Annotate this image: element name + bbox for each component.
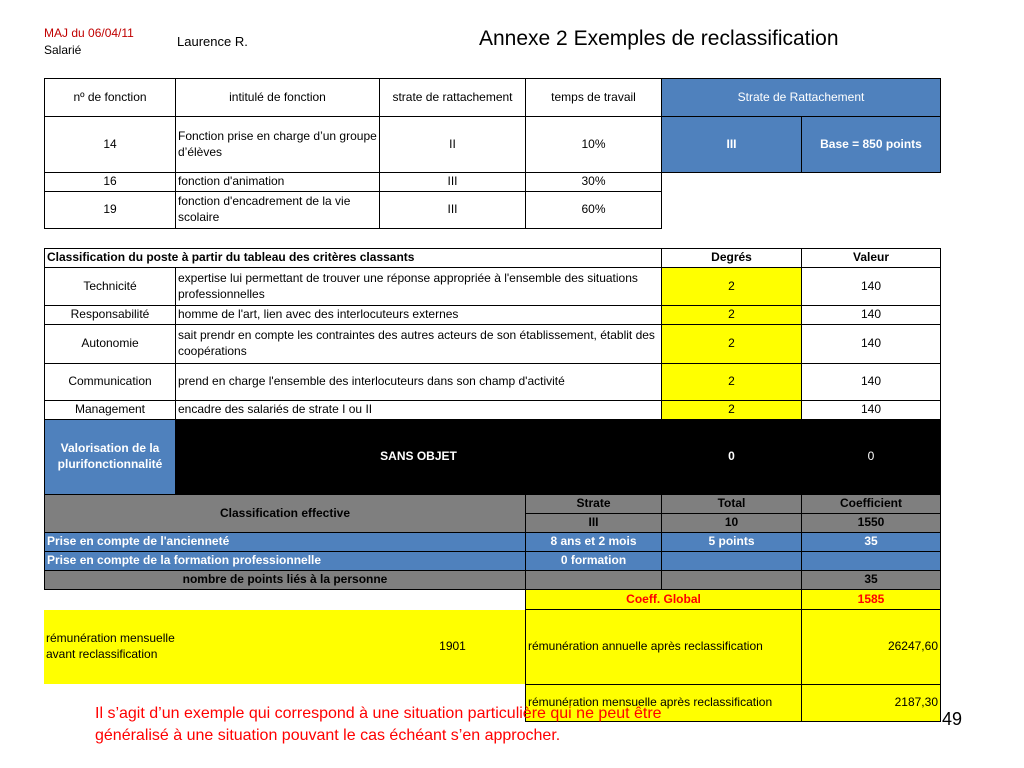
formation-value: 0 formation: [525, 551, 662, 571]
page-number: 49: [942, 709, 963, 729]
criteria-header-degres: Degrés: [661, 248, 802, 268]
coefficient-value: 1550: [801, 513, 941, 533]
criterion-degree: 2: [661, 400, 802, 420]
criterion-name: Management: [44, 400, 176, 420]
criterion-value: 140: [801, 400, 941, 420]
criterion-value: 140: [801, 363, 941, 401]
remu-mensuelle-value: 2187,30: [801, 684, 941, 722]
total-header: Total: [661, 494, 802, 514]
criterion-degree: 2: [661, 267, 802, 306]
remu-avant-spacer: [175, 610, 380, 684]
criterion-degree: 2: [661, 305, 802, 325]
criterion-name: Communication: [44, 363, 176, 401]
formation-label: Prise en compte de la formation professionnelle: [44, 551, 526, 571]
formation-empty: [801, 551, 941, 571]
anciennete-label: Prise en compte de l'ancienneté: [44, 532, 526, 552]
criterion-value: 140: [801, 305, 941, 325]
row-strate: II: [379, 116, 526, 173]
criterion-value: 140: [801, 267, 941, 306]
row-label: Fonction prise en charge d’un groupe d’élèves: [175, 116, 380, 173]
criterion-name: Responsabilité: [44, 305, 176, 325]
coeff-global-value: 1585: [801, 589, 941, 610]
criterion-name: Autonomie: [44, 324, 176, 364]
row-num: 16: [44, 172, 176, 192]
employee-label: Salarié: [44, 43, 82, 57]
criterion-description: prend en charge l'ensemble des interlocuteurs dans son champ d'activité: [175, 363, 662, 401]
row-num: 14: [44, 116, 176, 173]
header-num: nº de fonction: [44, 78, 176, 117]
row-strate: III: [379, 191, 526, 229]
criterion-name: Technicité: [44, 267, 176, 306]
header-time: temps de travail: [525, 78, 662, 117]
criteria-header-label: Classification du poste à partir du tableau des critères classants: [44, 248, 662, 268]
header-strate: strate de rattachement: [379, 78, 526, 117]
row-time: 10%: [525, 116, 662, 173]
anciennete-points: 5 points: [661, 532, 802, 552]
row-time: 60%: [525, 191, 662, 229]
header-rattachement: Strate de Rattachement: [661, 78, 941, 117]
points-personne-label: nombre de points liés à la personne: [44, 570, 526, 590]
remu-avant-value: 1901: [380, 610, 525, 684]
employee-name: Laurence R.: [177, 34, 248, 49]
remu-annuelle-label: rémunération annuelle après reclassification: [525, 609, 802, 685]
anciennete-coef: 35: [801, 532, 941, 552]
criterion-description: homme de l'art, lien avec des interlocuteurs externes: [175, 305, 662, 325]
remu-avant-label: rémunération mensuelle avant reclassification: [44, 610, 175, 684]
page-title: Annexe 2 Exemples de reclassification: [479, 27, 839, 50]
row-label: fonction d'animation: [175, 172, 380, 192]
strate-value: III: [525, 513, 662, 533]
coefficient-header: Coefficient: [801, 494, 941, 514]
rattachement-strate: III: [661, 116, 802, 173]
row-num: 19: [44, 191, 176, 229]
criteria-header-valeur: Valeur: [801, 248, 941, 268]
anciennete-duration: 8 ans et 2 mois: [525, 532, 662, 552]
row-label: fonction d'encadrement de la vie scolaire: [175, 191, 380, 229]
criterion-value: 140: [801, 324, 941, 364]
strate-header: Strate: [525, 494, 662, 514]
row-time: 30%: [525, 172, 662, 192]
rattachement-base: Base = 850 points: [801, 116, 941, 173]
coeff-global-label: Coeff. Global: [525, 589, 802, 610]
footnote: Il s’agit d’un exemple qui correspond à une situation particulière qui ne peut être généralisé à une situation pouvant le cas échéant s’en approcher.: [95, 705, 662, 744]
remu-annuelle-value: 26247,60: [801, 609, 941, 685]
criterion-description: encadre des salariés de strate I ou II: [175, 400, 662, 420]
criterion-description: expertise lui permettant de trouver une réponse appropriée à l'ensemble des situations professionnelles: [175, 267, 662, 306]
plurifonction-text: SANS OBJET: [175, 419, 662, 495]
header-label: intitulé de fonction: [175, 78, 380, 117]
remu-mensuelle-label: rémunération mensuelle après reclassification: [525, 684, 802, 722]
points-personne-value: 35: [801, 570, 941, 590]
row-strate: III: [379, 172, 526, 192]
criterion-degree: 2: [661, 324, 802, 364]
points-personne-empty: [525, 570, 662, 590]
formation-empty: [661, 551, 802, 571]
total-value: 10: [661, 513, 802, 533]
points-personne-empty: [661, 570, 802, 590]
update-date: MAJ du 06/04/11: [44, 26, 134, 40]
plurifonction-value: 0: [801, 419, 941, 495]
criterion-degree: 2: [661, 363, 802, 401]
criterion-description: sait prendr en compte les contraintes des autres acteurs de son établissement, établit des coopérations: [175, 324, 662, 364]
plurifonction-label: Valorisation de la plurifonctionnalité: [44, 419, 176, 495]
plurifonction-degree: 0: [661, 419, 802, 495]
classification-label: Classification effective: [44, 494, 526, 533]
